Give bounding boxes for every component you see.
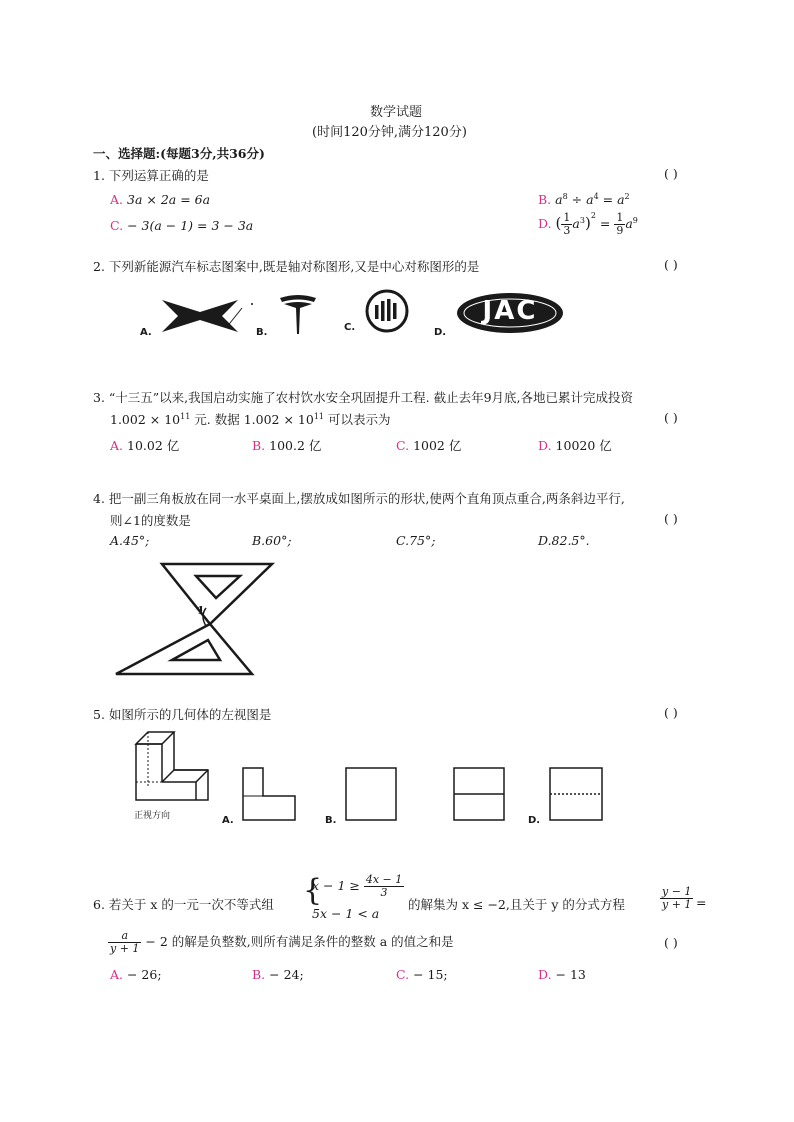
q4-line1: 4. 把一副三角板放在同一水平桌面上,摆放成如图所示的形状,使两个直角顶点重合,两条斜边平行,	[93, 491, 625, 506]
q5-answer-bracket: ( )	[664, 705, 678, 720]
option-letter: A.	[110, 438, 124, 453]
math-text: a	[555, 192, 563, 208]
option-letter: B.	[252, 967, 266, 982]
q6-line1-mid: 的解集为 x ≤ −2,且关于 y 的分式方程	[408, 897, 625, 912]
math-sup: 11	[313, 411, 325, 421]
q3-answer-bracket: ( )	[664, 410, 678, 425]
view-b-image	[344, 766, 398, 822]
logo-d-text: JAC	[482, 296, 538, 326]
q6-fraction	[660, 886, 693, 911]
option-text: 1002 亿	[409, 438, 462, 453]
q6-option-a	[110, 967, 162, 982]
q3-option-b	[252, 436, 321, 454]
q1-stem: 1. 下列运算正确的是	[93, 168, 209, 183]
q3-option-a	[110, 436, 179, 454]
logo-a-image	[160, 296, 260, 336]
frac-num: a	[108, 930, 141, 943]
q1-answer-bracket: ( )	[664, 166, 678, 181]
math-sup: 9	[632, 215, 638, 225]
q5-label-a: A.	[222, 815, 234, 826]
option-letter: D.	[538, 216, 552, 231]
option-text: − 26;	[123, 967, 162, 982]
frac-den: y + 1	[662, 898, 692, 911]
view-d-image	[548, 766, 604, 822]
q4-answer-bracket: ( )	[664, 511, 678, 526]
logo-b-image	[278, 294, 318, 338]
math-sup: 2	[590, 211, 596, 220]
q4-option-b: B.60°;	[252, 533, 292, 548]
option-letter: C.	[396, 967, 410, 982]
q1-option-a	[110, 192, 210, 207]
q3-line2	[110, 410, 391, 428]
q6-option-d	[538, 967, 586, 982]
page-subtitle: (时间120分钟,满分120分)	[312, 125, 467, 140]
math-sup: 8	[562, 192, 568, 201]
frac-den: 3	[563, 224, 571, 237]
math-text: − 2 的解是负整数,则所有满足条件的整数 a 的值之和是	[141, 934, 454, 949]
option-text: 10.02 亿	[123, 438, 180, 453]
q3-line1: 3. “十三五”以来,我国启动实施了农村饮水安全巩固提升工程. 截止去年9月底,各地已累计完成投资	[93, 390, 634, 405]
q6-system-line1	[312, 874, 404, 899]
math-text: = a	[598, 192, 625, 208]
math-text: a	[572, 216, 580, 231]
option-text: 100.2 亿	[265, 438, 322, 453]
frac-num: 4x − 1	[365, 873, 403, 886]
option-text: 10020 亿	[551, 438, 612, 453]
q2-stem: 2. 下列新能源汽车标志图案中,既是轴对称图形,又是中心对称图形的是	[93, 259, 480, 274]
set-square-diagram	[112, 560, 292, 680]
q4-option-c: C.75°;	[396, 533, 436, 548]
math-text: 元. 数据 1.002 × 10	[190, 412, 314, 427]
math-sup: 11	[180, 411, 191, 421]
math-text: 1.002 × 10	[110, 412, 181, 427]
option-letter: C.	[396, 438, 410, 453]
option-letter: D.	[538, 438, 552, 453]
brace: {	[303, 873, 323, 908]
option-text: − 15;	[409, 967, 448, 982]
option-text: − 3(a − 1) = 3 − 3a	[127, 218, 254, 233]
angle-1-label: 1	[197, 604, 205, 617]
frac-num: 1	[563, 211, 571, 224]
option-letter: A.	[110, 967, 124, 982]
option-letter: B.	[538, 192, 552, 208]
option-letter: C.	[110, 218, 124, 233]
frac-den: 9	[616, 224, 624, 237]
option-letter: A.	[110, 192, 124, 207]
section-heading: 一、选择题:(每题3分,共36分)	[93, 146, 265, 161]
q2-answer-bracket: ( )	[664, 257, 678, 272]
q6-option-b	[252, 967, 304, 982]
q6-equals: =	[696, 895, 707, 910]
q1-option-c	[110, 218, 253, 233]
q6-system-line2: 5x − 1 < a	[312, 906, 380, 921]
q2-label-b: B.	[256, 327, 268, 338]
math-sup: 4	[593, 192, 599, 201]
logo-c-image	[364, 288, 410, 334]
view-c-image	[452, 766, 506, 822]
math-text: 可以表示为	[324, 412, 391, 427]
math-text: x − 1 ≥	[312, 878, 364, 893]
q6-line2	[108, 930, 454, 955]
option-text: − 24;	[265, 967, 304, 982]
q3-option-c	[396, 436, 461, 454]
math-sup: 2	[624, 192, 630, 201]
view-a-image	[241, 766, 299, 822]
math-text: =	[595, 216, 615, 231]
frac-den: y + 1	[110, 942, 140, 955]
frac-num: y − 1	[662, 885, 692, 898]
q5-label-d: D.	[528, 815, 541, 826]
frac-den: 3	[380, 886, 388, 899]
solid-figure	[132, 728, 214, 804]
q4-option-a: A.45°;	[110, 533, 150, 548]
page-title: 数学试题	[370, 105, 423, 120]
option-letter: B.	[252, 438, 266, 453]
q4-line2: 则∠1的度数是	[110, 513, 191, 528]
option-text: − 13	[551, 967, 586, 982]
q2-label-d: D.	[434, 327, 447, 338]
q1-option-d: D. ( $\frac{1}{3}$ $a^3)^2$ = $\frac{1}{9}$ $a^9$	[538, 211, 638, 237]
q3-option-d	[538, 436, 612, 454]
front-view-label: 正视方向	[134, 811, 171, 821]
q2-label-a: A.	[140, 327, 152, 338]
option-letter: D.	[538, 967, 552, 982]
option-text: 3a × 2a = 6a	[127, 192, 211, 207]
q2-label-c: C.	[344, 322, 356, 333]
q4-option-d: D.82.5°.	[538, 533, 590, 548]
q5-label-b: B.	[325, 815, 337, 826]
q6-line1-pre: 6. 若关于 x 的一元一次不等式组	[93, 897, 274, 912]
q1-option-b	[538, 192, 630, 207]
math-text: ÷ a	[567, 192, 594, 208]
q5-stem: 5. 如图所示的几何体的左视图是	[93, 707, 272, 722]
math-text: a	[625, 216, 633, 231]
q6-option-c	[396, 967, 448, 982]
math-sup: 3	[579, 215, 585, 225]
q6-answer-bracket: ( )	[664, 935, 678, 950]
frac-num: 1	[616, 211, 624, 224]
